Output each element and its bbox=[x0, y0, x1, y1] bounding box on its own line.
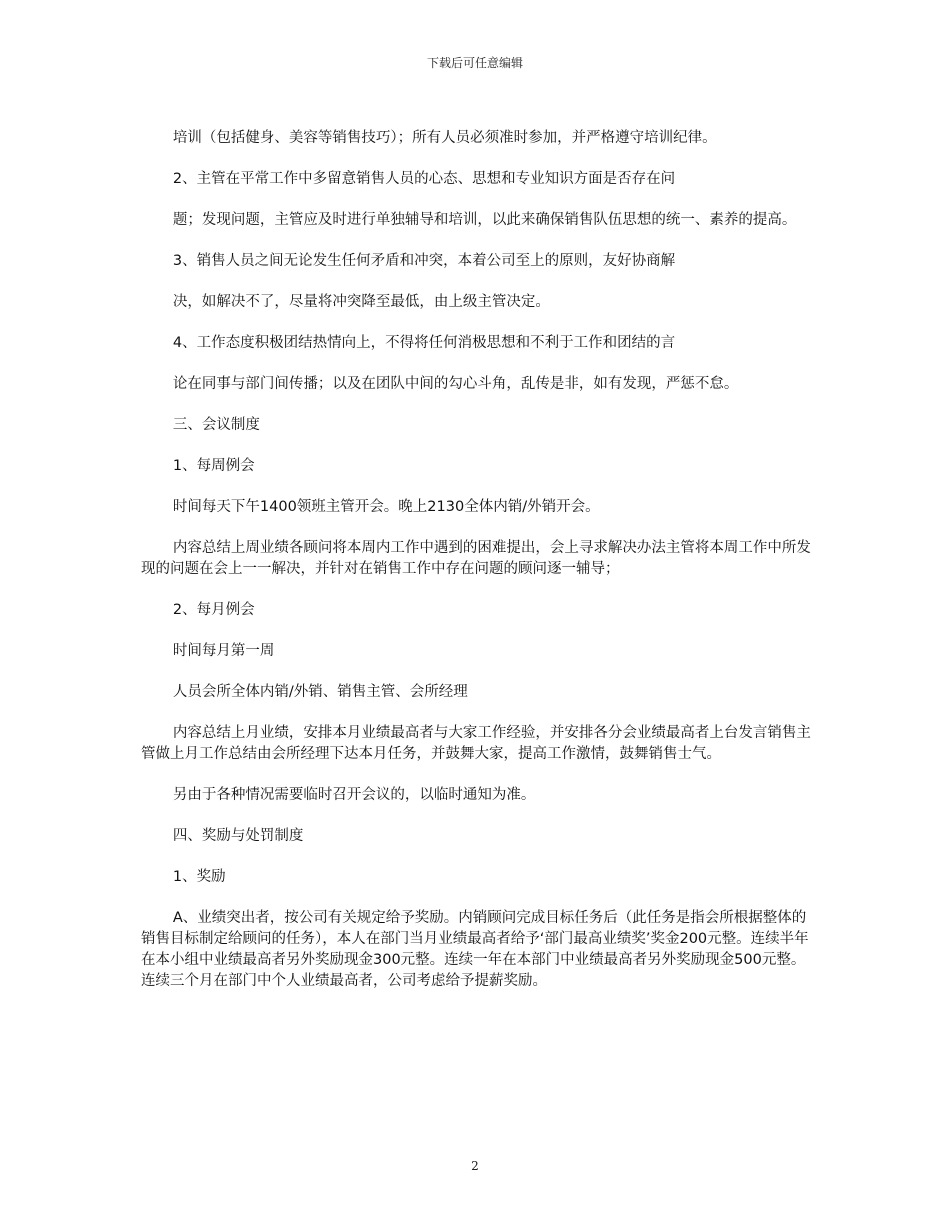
paragraph: 论在同事与部门间传播；以及在团队中间的勾心斗角，乱传是非，如有发现，严惩不怠。 bbox=[172, 376, 739, 392]
paragraph: 另由于各种情况需要临时召开会议的，以临时通知为准。 bbox=[172, 787, 536, 803]
paragraph: 时间每天下午1400领班主管开会。晚上2130全体内销/外销开会。 bbox=[172, 499, 600, 515]
page-number: 2 bbox=[471, 1159, 479, 1173]
paragraph: 4、工作态度积极团结热情向上，不得将任何消极思想和不利于工作和团结的言 bbox=[172, 335, 676, 351]
subsection-heading: 2、每月例会 bbox=[172, 602, 255, 618]
section-heading: 四、奖励与处罚制度 bbox=[172, 828, 304, 844]
paragraph: 题；发现问题，主管应及时进行单独辅导和培训，以此来确保销售队伍思想的统一、素养的提高。 bbox=[172, 212, 797, 228]
subsection-heading: 1、奖励 bbox=[172, 869, 226, 885]
paragraph: 内容总结上周业绩各顾问将本周内工作中遇到的困难提出，会上寻求解决办法主管将本周工作中所发现的问题在会上一一解决，并针对在销售工作中存在问题的顾问逐一辅导； bbox=[141, 540, 811, 577]
subsection-heading: 1、每周例会 bbox=[172, 458, 255, 474]
paragraph: 时间每月第一周 bbox=[172, 643, 275, 659]
paragraph: 2、主管在平常工作中多留意销售人员的心态、思想和专业知识方面是否存在问 bbox=[172, 171, 676, 187]
paragraph: 培训（包括健身、美容等销售技巧）；所有人员必须准时参加，并严格遵守培训纪律。 bbox=[172, 130, 717, 146]
paragraph: 人员会所全体内销/外销、销售主管、会所经理 bbox=[172, 684, 468, 700]
paragraph: 决，如解决不了，尽量将冲突降至最低，由上级主管决定。 bbox=[172, 294, 550, 310]
paragraph: 3、销售人员之间无论发生任何矛盾和冲突，本着公司至上的原则，友好协商解 bbox=[172, 253, 676, 269]
section-heading: 三、会议制度 bbox=[172, 417, 260, 433]
page-header: 下载后可任意编辑 bbox=[426, 56, 523, 70]
paragraph: 内容总结上月业绩，安排本月业绩最高者与大家工作经验，并安排各分会业绩最高者上台发言销售主管做上月工作总结由会所经理下达本月任务，并鼓舞大家，提高工作激情，鼓舞销售士气。 bbox=[141, 725, 811, 762]
document-body bbox=[141, 128, 811, 1012]
paragraph: A、业绩突出者，按公司有关规定给予奖励。内销顾问完成目标任务后（此任务是指会所根据整体的销售目标制定给顾问的任务），本人在部门当月业绩最高者给予‘部门最高业绩奖’奖金200元整。连续半年在本小组中业绩最高者另外奖励现金300元整。连续一年在本部门中业绩最高者另外奖励现金500元整。连续三个月在部门中个人业绩最高者，公司考虑给予提薪奖励。 bbox=[141, 910, 809, 989]
